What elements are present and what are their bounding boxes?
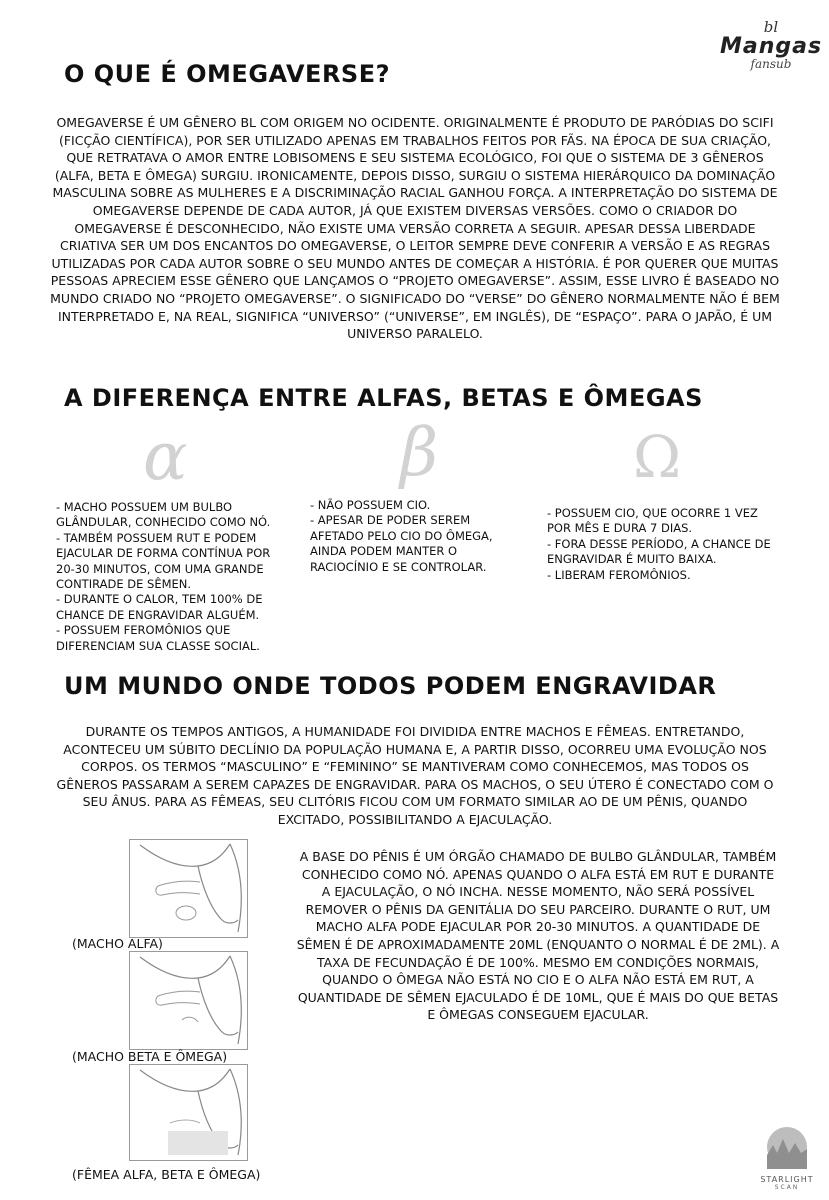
credit-line1: STARLIGHT [760,1175,814,1184]
caption-female: (FÊMEA ALFA, BETA E ÔMEGA) [72,1167,261,1182]
caption-male-alpha: (MACHO ALFA) [72,936,163,951]
section2-title: A DIFERENÇA ENTRE ALFAS, BETAS E ÔMEGAS [64,384,703,412]
omega-symbol: Ω [633,423,682,491]
fansub-watermark [716,18,826,88]
omega-description: - POSSUEM CIO, QUE OCORRE 1 VEZ POR MÊS E DURA 7 DIAS. - FORA DESSE PERÍODO, A CHANCE DE ENGRAVIDAR É MUITO BAIXA. - LIBERAM FEROMÔNIOS. [547,506,771,582]
section3-title: UM MUNDO ONDE TODOS PODEM ENGRAVIDAR [64,672,717,700]
alpha-symbol: α [143,418,188,495]
male-beta-omega-illustration [129,951,248,1050]
watermark-line1: bl [763,18,779,36]
watermark-line3: fansub [750,57,792,71]
section3-body: DURANTE OS TEMPOS ANTIGOS, A HUMANIDADE FOI DIVIDIDA ENTRE MACHOS E FÊMEAS. ENTRETANDO, ACONTECEU UM SÚBITO DECLÍNIO DA POPULAÇÃO HUMANA E, A PARTIR DISSO, OCORREU UMA EVOLUÇÃO NOS CORPOS. OS TERMOS “MASCULINO” E “FEMININO” SE MANTIVERAM COMO CONHECEMOS, MAS TODOS OS GÊNEROS PASSARAM A SEREM CAPAZES DE ENGRAVIDAR. PARA OS MACHOS, O SEU ÚTERO É CONECTADO COM O SEU ÂNUS. PARA AS FÊMEAS, SEU CLITÓRIS FICOU COM UM FORMATO SIMILAR AO DE UM PÊNIS, QUANDO EXCITADO, POSSIBILITANDO A EJACULAÇÃO. [56,724,774,827]
beta-symbol: β [400,414,439,491]
caption-male-beta-omega: (MACHO BETA E ÔMEGA) [72,1049,228,1064]
section1-title: O QUE É OMEGAVERSE? [64,60,391,88]
moon-icon [765,1125,809,1169]
male-alpha-illustration [129,839,248,938]
watermark-line2: Mangas [719,34,823,59]
starlight-scan-logo [758,1125,816,1197]
section1-body: OMEGAVERSE É UM GÊNERO BL COM ORIGEM NO OCIDENTE. ORIGINALMENTE É PRODUTO DE PARÓDIAS DO SCIFI (FICÇÃO CIENTÍFICA), POR SER UTILIZADO APENAS EM TRABALHOS FEITOS POR FÃS. NA ÉPOCA DE SUA CRIAÇÃO, QUE RETRATAVA O AMOR ENTRE LOBISOMENS E SEU SISTEMA ECOLÓGICO, FOI QUE O SISTEMA DE 3 GÊNEROS (ALFA, BETA E ÔMEGA) SURGIU. IRONICAMENTE, DEPOIS DISSO, SURGIU O SISTEMA HIERÁRQUICO DA DOMINAÇÃO MASCULINA SOBRE AS MULHERES E A DISCRIMINAÇÃO RACIAL GANHOU FORÇA. A INTERPRETAÇÃO DO SISTEMA DE OMEGAVERSE DEPENDE DE CADA AUTOR, JÁ QUE EXISTEM DIVERSAS VERSÕES. COMO O CRIADOR DO OMEGAVERSE É DESCONHECIDO, NÃO EXISTE UMA VERSÃO CORRETA A SEGUIR. APESAR DESSA LIBERDADE CRIATIVA SER UM DOS ENCANTOS DO OMEGAVERSE, O LEITOR SEMPRE DEVE CONFERIR A VERSÃO E AS REGRAS UTILIZADAS POR CADA AUTOR SOBRE O SEU MUNDO ANTES DE COMEÇAR A HISTÓRIA. É POR QUERER QUE MUITAS PESSOAS APRECIEM ESSE GÊNERO QUE LANÇAMOS O “PROJETO OMEGAVERSE”. ASSIM, ESSE LIVRO É BASEADO NO MUNDO CRIADO NO “PROJETO OMEGAVERSE”. O SIGNIFICADO DO “VERSE” DO GÊNERO NORMALMENTE NÃO É BEM INTERPRETADO E, NA REAL, SIGNIFICA “UNIVERSO” (“UNIVERSE”, EM INGLÊS), DE “ESPAÇO”. PARA O JAPÃO, É UM UNIVERSO PARALELO. [50,115,780,342]
beta-description: - NÃO POSSUEM CIO. - APESAR DE PODER SEREM AFETADO PELO CIO DO ÔMEGA, AINDA PODEM MANTER O RACIOCÍNIO E SE CONTROLAR. [310,498,493,574]
credit-line2: SCAN [774,1184,800,1191]
section3-side-text: A BASE DO PÊNIS É UM ÓRGÃO CHAMADO DE BULBO GLÂNDULAR, TAMBÉM CONHECIDO COMO NÓ. APENAS QUANDO O ALFA ESTÁ EM RUT E DURANTE A EJACULAÇÃO, O NÓ INCHA. NESSE MOMENTO, NÃO SERÁ POSSÍVEL REMOVER O PÊNIS DA GENITÁLIA DO SEU PARCEIRO. DURANTE O RUT, UM MACHO ALFA PODE EJACULAR POR 20-30 MINUTOS. A QUANTIDADE DE SÊMEN É DE APROXIMADAMENTE 20ML (ENQUANTO O NORMAL É DE 2ML). A TAXA DE FECUNDAÇÃO É DE 100%. MESMO EM CONDIÇÕES NORMAIS, QUANDO O ÔMEGA NÃO ESTÁ NO CIO E O ALFA NÃO ESTÁ EM RUT, A QUANTIDADE DE SÊMEN EJACULADO É DE 10ML, QUE É MAIS DO QUE BETAS E ÔMEGAS CONSEGUEM EJACULAR. [296,849,780,1023]
female-illustration [129,1064,248,1161]
alpha-description: - MACHO POSSUEM UM BULBO GLÂNDULAR, CONHECIDO COMO NÓ. - TAMBÉM POSSUEM RUT E PODEM EJACULAR DE FORMA CONTÍNUA POR 20-30 MINUTOS, COM UMA GRANDE CONTIRADE DE SÊMEN. - DURANTE O CALOR, TEM 100% DE CHANCE DE ENGRAVIDAR ALGUÉM. - POSSUEM FEROMÔNIOS QUE DIFERENCIAM SUA CLASSE SOCIAL. [56,500,271,653]
